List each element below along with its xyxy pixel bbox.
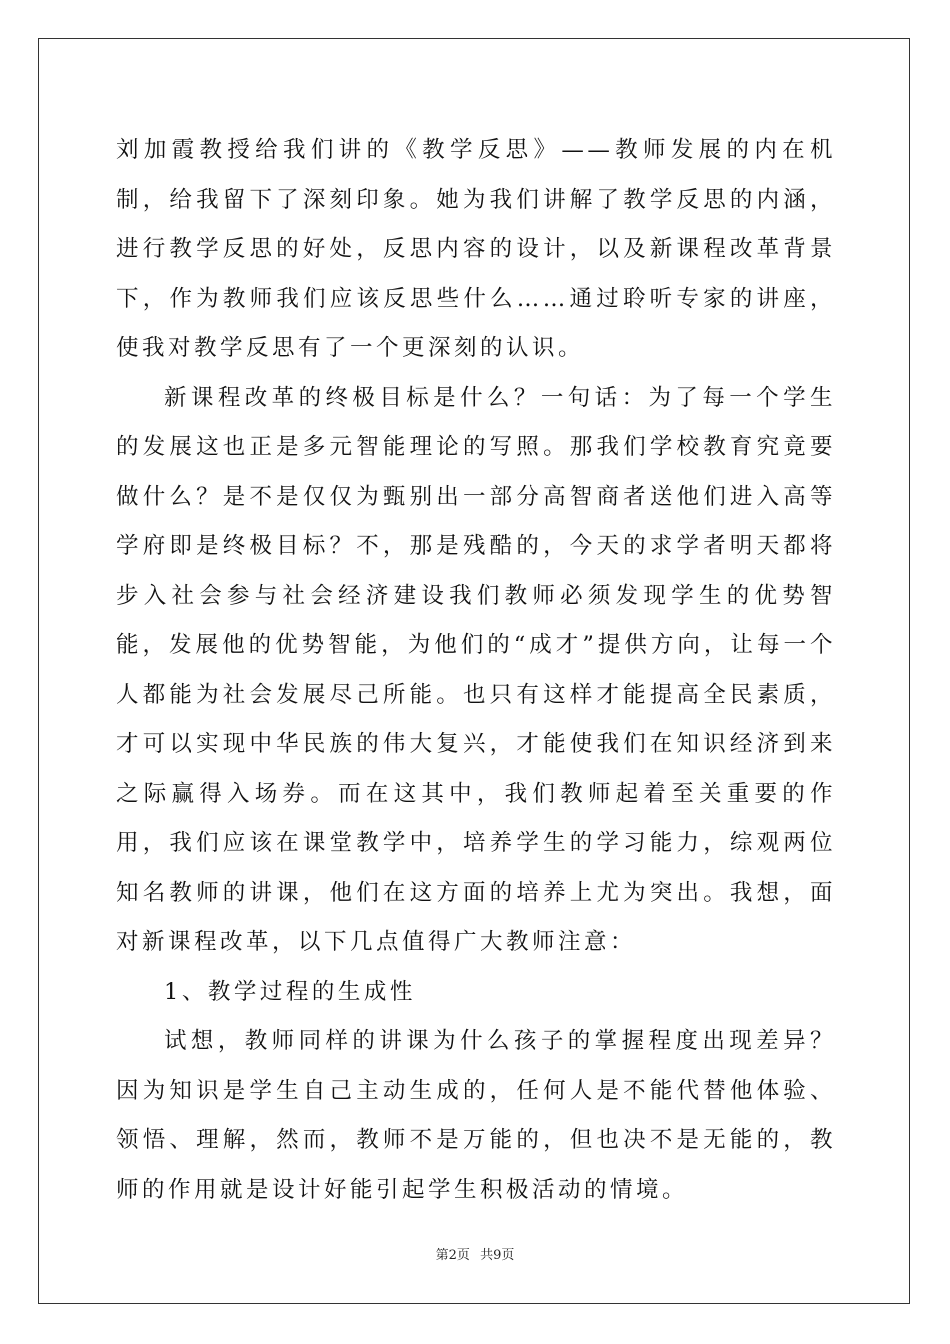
paragraph-generative: 试想，教师同样的讲课为什么孩子的掌握程度出现差异？因为知识是学生自己主动生成的，任何人是不能代替他体验、领悟、理解，然而，教师不是万能的，但也决不是无能的，教师的作用就是设计好能引起学生积极活动的情境。 <box>116 1028 836 1203</box>
section-heading-generative: 1、教学过程的生成性 <box>164 978 416 1005</box>
page-total: 共9页 <box>480 1248 515 1263</box>
document-body <box>116 126 836 1215</box>
paragraph-curriculum-goal: 新课程改革的终极目标是什么？一句话：为了每一个学生的发展这也正是多元智能理论的写照。那我们学校教育究竟要做什么？是不是仅仅为甄别出一部分高智商者送他们进入高等学府即是终极目标？不，那是残酷的，今天的求学者明天都将步入社会参与社会经济建设我们教师必须发现学生的优势智能，发展他的优势智能，为他们的“成才”提供方向，让每一个人都能为社会发展尽己所能。也只有这样才能提高全民素质，才可以实现中华民族的伟大复兴，才能使我们在知识经济到来之际赢得入场券。而在这其中，我们教师起着至关重要的作用，我们应该在课堂教学中，培养学生的学习能力，综观两位知名教师的讲课，他们在这方面的培养上尤为突出。我想，面对新课程改革，以下几点值得广大教师注意： <box>116 384 836 955</box>
page-number: 第2页 <box>435 1248 470 1263</box>
paragraph-intro: 刘加霞教授给我们讲的《教学反思》——教师发展的内在机制，给我留下了深刻印象。她为我们讲解了教学反思的内涵，进行教学反思的好处，反思内容的设计，以及新课程改革背景下，作为教师我们应该反思些什么……通过聆听专家的讲座，使我对教学反思有了一个更深刻的认识。 <box>116 137 836 361</box>
page-footer <box>0 1244 950 1263</box>
